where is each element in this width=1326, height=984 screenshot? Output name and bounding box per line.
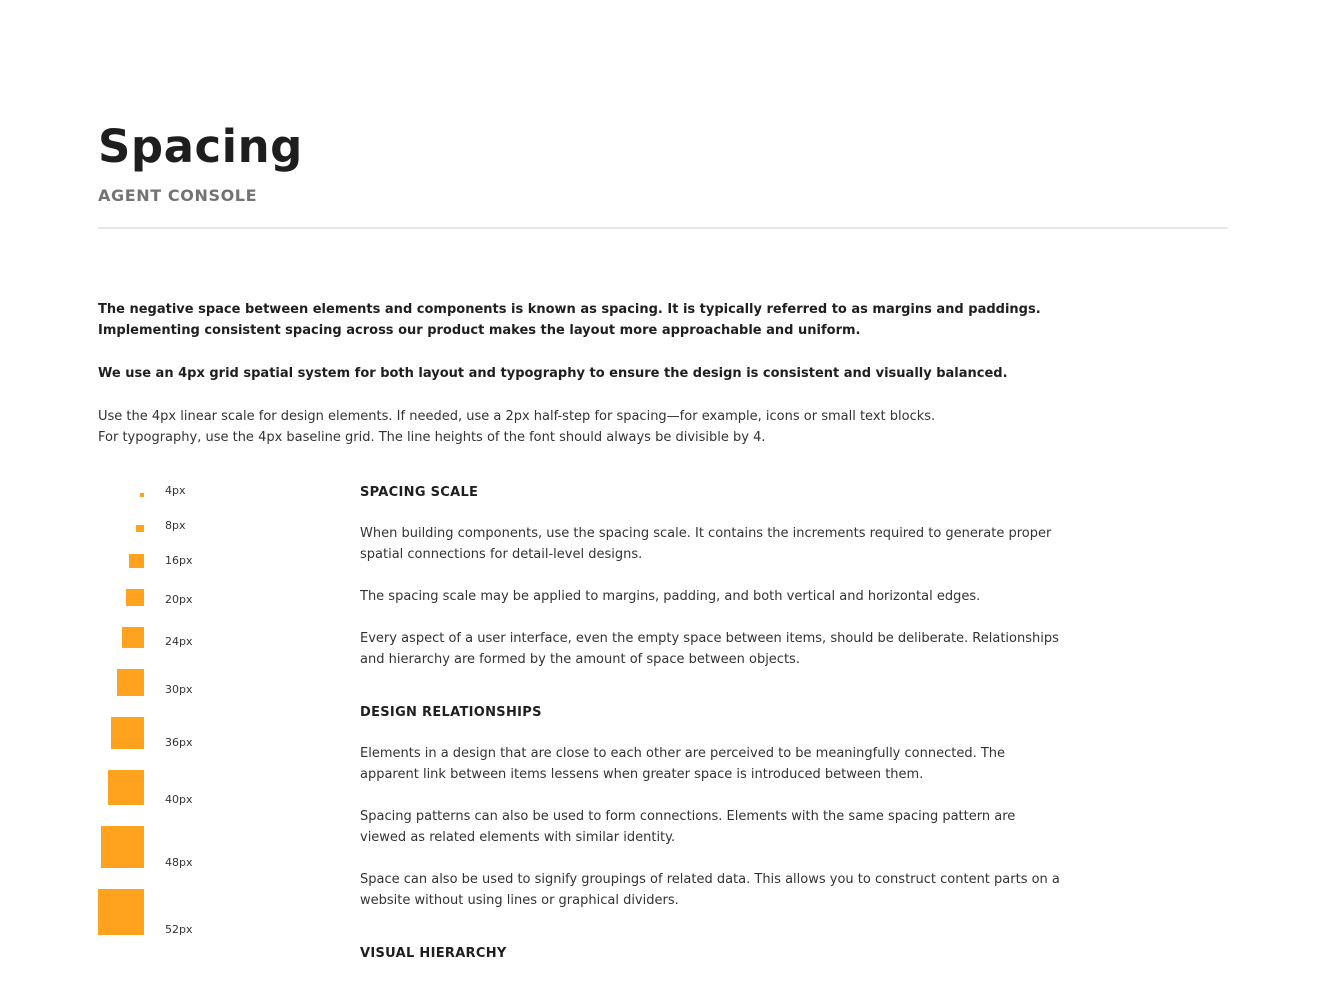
scale-swatch-8px — [136, 525, 144, 532]
section-heading-spacing-scale: SPACING SCALE — [360, 485, 479, 500]
intro-line-typography: For typography, use the 4px baseline grid. The line heights of the font should always be divisible by 4. — [98, 430, 766, 445]
scale-label-52px: 52px — [165, 923, 193, 936]
scale-item-40px — [0, 770, 260, 808]
scale-swatch-20px — [126, 589, 144, 606]
scale-swatch-36px — [111, 717, 144, 749]
design-relationships-paragraph-2: Spacing patterns can also be used to form connections. Elements with the same spacing pattern are viewed as related elements with similar identity. — [360, 809, 1016, 845]
scale-swatch-4px — [140, 493, 144, 497]
scale-swatch-52px — [98, 889, 144, 935]
spacing-scale-paragraph-3: Every aspect of a user interface, even the empty space between items, should be deliberate. Relationships and hierarchy are formed by the amount of space between objects. — [360, 631, 1059, 667]
scale-item-48px — [0, 826, 260, 870]
scale-item-30px — [0, 669, 260, 699]
scale-item-52px — [0, 889, 260, 939]
scale-label-48px: 48px — [165, 856, 193, 869]
section-heading-design-relationships: DESIGN RELATIONSHIPS — [360, 705, 542, 720]
scale-item-8px — [0, 518, 260, 538]
scale-swatch-24px — [122, 627, 144, 648]
spacing-scale-paragraph-2: The spacing scale may be applied to margins, padding, and both vertical and horizontal edges. — [360, 589, 981, 604]
scale-label-16px: 16px — [165, 554, 193, 567]
section-spacing-scale — [360, 484, 1060, 670]
page-title: Spacing — [98, 120, 303, 173]
intro-paragraph-2: We use an 4px grid spatial system for both layout and typography to ensure the design is consistent and visually balanced. — [98, 366, 1008, 381]
scale-item-4px — [0, 484, 260, 504]
scale-label-36px: 36px — [165, 736, 193, 749]
section-visual-hierarchy — [360, 945, 1060, 963]
scale-item-24px — [0, 627, 260, 653]
scale-item-20px — [0, 589, 260, 613]
scale-item-16px — [0, 553, 260, 573]
section-design-relationships — [360, 704, 1060, 911]
scale-item-36px — [0, 717, 260, 751]
header-divider — [98, 227, 1228, 229]
intro-line-scale: Use the 4px linear scale for design elements. If needed, use a 2px half-step for spacing—for example, icons or small text blocks. — [98, 409, 936, 424]
scale-label-8px: 8px — [165, 519, 186, 532]
scale-swatch-30px — [117, 669, 144, 696]
spacing-scale-paragraph-1: When building components, use the spacing scale. It contains the increments required to generate proper spatial connections for detail-level designs. — [360, 526, 1052, 562]
section-heading-visual-hierarchy: VISUAL HIERARCHY — [360, 946, 507, 961]
scale-swatch-16px — [129, 554, 144, 568]
design-relationships-paragraph-3: Space can also be used to signify groupings of related data. This allows you to construct content parts on a website without using lines or graphical dividers. — [360, 872, 1060, 908]
scale-label-40px: 40px — [165, 793, 193, 806]
scale-label-24px: 24px — [165, 635, 193, 648]
scale-label-4px: 4px — [165, 484, 186, 497]
scale-swatch-48px — [101, 826, 144, 868]
scale-label-30px: 30px — [165, 683, 193, 696]
scale-label-20px: 20px — [165, 593, 193, 606]
spacing-scale-chart — [0, 0, 260, 970]
intro-paragraph-1: The negative space between elements and components is known as spacing. It is typically referred to as margins and paddings. Implementing consistent spacing across our product makes the layout more approachable and uniform. — [98, 302, 1041, 338]
design-relationships-paragraph-1: Elements in a design that are close to each other are perceived to be meaningfully connected. The apparent link between items lessens when greater space is introduced between them. — [360, 746, 1006, 782]
scale-swatch-40px — [108, 770, 144, 805]
content-column — [360, 484, 1060, 984]
page-subtitle: AGENT CONSOLE — [98, 186, 258, 205]
